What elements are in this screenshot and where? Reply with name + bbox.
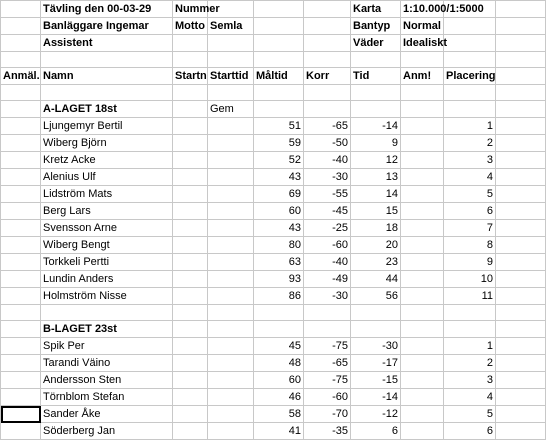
cell-placering[interactable]: 8 [444,237,496,254]
runner-row [1,338,546,355]
cell-tid[interactable] [351,101,401,118]
cell-korr[interactable]: -25 [304,220,351,237]
cell-maltid[interactable] [254,85,304,101]
cell-maltid[interactable] [254,35,304,52]
cell-anmal[interactable]: Anmäl. [1,68,41,85]
cell-extra[interactable] [496,52,546,68]
cell-namn[interactable]: Namn [41,68,173,85]
runner-row [1,355,546,372]
cell-namn[interactable]: Lundin Anders [41,271,173,288]
cell-anm[interactable] [401,271,444,288]
cell-startnr[interactable] [173,372,208,389]
cell-startnr[interactable] [173,254,208,271]
cell-extra[interactable] [496,237,546,254]
runner-row [1,118,546,135]
cell-tid[interactable]: 15 [351,203,401,220]
cell-anm[interactable]: Anm! [401,68,444,85]
cell-namn[interactable]: Torkkeli Pertti [41,254,173,271]
cell-starttid[interactable]: Starttid [208,68,254,85]
cell-startnr[interactable]: Motto [173,18,208,35]
cell-maltid[interactable] [254,305,304,321]
cell-namn[interactable]: Wiberg Björn [41,135,173,152]
cell-extra[interactable] [496,135,546,152]
cell-namn[interactable]: Törnblom Stefan [41,389,173,406]
cell-maltid[interactable] [254,321,304,338]
cell-tid[interactable]: 18 [351,220,401,237]
meta-row [1,52,546,68]
group-title-row [1,101,546,118]
cell-korr[interactable] [304,1,351,18]
cell-anm[interactable] [401,85,444,101]
cell-extra[interactable] [496,169,546,186]
cell-korr[interactable]: -65 [304,355,351,372]
cell-maltid[interactable]: 51 [254,118,304,135]
cell-anmal[interactable] [1,152,41,169]
cell-placering[interactable]: 3 [444,372,496,389]
cell-extra[interactable] [496,18,546,35]
runner-row [1,186,546,203]
cell-anm[interactable] [401,372,444,389]
cell-namn[interactable]: Assistent [41,35,173,52]
cell-startnr[interactable]: Nummer [173,1,208,18]
cell-korr[interactable]: -60 [304,389,351,406]
runner-row [1,406,546,423]
cell-startnr[interactable] [173,169,208,186]
cell-anm[interactable] [401,389,444,406]
meta-row [1,18,546,35]
cell-placering[interactable]: 10 [444,271,496,288]
cell-namn[interactable]: Lidström Mats [41,186,173,203]
cell-placering[interactable]: 5 [444,186,496,203]
cell-maltid[interactable] [254,18,304,35]
cell-starttid[interactable] [208,372,254,389]
cell-extra[interactable] [496,68,546,85]
cell-maltid[interactable]: 43 [254,220,304,237]
cell-anmal[interactable] [1,169,41,186]
runner-row [1,254,546,271]
cell-anm[interactable] [401,406,444,423]
cell-korr[interactable]: -35 [304,423,351,440]
cell-anm[interactable] [401,338,444,355]
cell-tid[interactable]: 20 [351,237,401,254]
cell-tid[interactable]: 13 [351,169,401,186]
cell-extra[interactable] [496,152,546,169]
cell-korr[interactable]: -40 [304,152,351,169]
cell-extra[interactable] [496,101,546,118]
cell-namn[interactable]: Tävling den 00-03-29 [41,1,173,18]
cell-placering[interactable]: 1 [444,338,496,355]
cell-starttid[interactable] [208,237,254,254]
runner-row [1,220,546,237]
cell-startnr[interactable] [173,321,208,338]
cell-anm[interactable] [401,118,444,135]
cell-namn[interactable]: Berg Lars [41,203,173,220]
cell-maltid[interactable]: 58 [254,406,304,423]
cell-startnr[interactable] [173,52,208,68]
cell-starttid[interactable] [208,169,254,186]
selected-cell[interactable] [1,406,41,423]
runner-row [1,271,546,288]
cell-starttid[interactable] [208,186,254,203]
cell-extra[interactable] [496,186,546,203]
cell-placering[interactable] [444,52,496,68]
cell-tid[interactable]: Bantyp [351,18,401,35]
cell-korr[interactable] [304,305,351,321]
cell-korr[interactable]: Korr [304,68,351,85]
cell-namn[interactable]: Sander Åke [41,406,173,423]
cell-placering[interactable]: 2 [444,355,496,372]
cell-anm[interactable] [401,423,444,440]
cell-tid[interactable]: Tid [351,68,401,85]
cell-anmal[interactable] [1,186,41,203]
cell-starttid[interactable] [208,288,254,305]
cell-namn[interactable]: Söderberg Jan [41,423,173,440]
cell-anm[interactable] [401,237,444,254]
cell-startnr[interactable] [173,423,208,440]
cell-startnr[interactable] [173,152,208,169]
cell-anmal[interactable] [1,220,41,237]
cell-namn[interactable]: Spik Per [41,338,173,355]
cell-maltid[interactable]: 93 [254,271,304,288]
cell-placering[interactable] [444,18,496,35]
cell-extra[interactable] [496,203,546,220]
blank-row [1,305,546,321]
cell-placering[interactable] [444,305,496,321]
cell-anm[interactable] [401,186,444,203]
cell-startnr[interactable] [173,338,208,355]
cell-anmal[interactable] [1,254,41,271]
runner-row [1,423,546,440]
cell-maltid[interactable] [254,52,304,68]
cell-anmal[interactable] [1,321,41,338]
cell-extra[interactable] [496,372,546,389]
cell-startnr[interactable] [173,271,208,288]
cell-startnr[interactable] [173,186,208,203]
cell-anm[interactable] [401,52,444,68]
cell-starttid[interactable] [208,35,254,52]
cell-korr[interactable]: -65 [304,118,351,135]
cell-anm[interactable] [401,101,444,118]
cell-maltid[interactable]: Måltid [254,68,304,85]
cell-tid[interactable]: -14 [351,118,401,135]
cell-tid[interactable]: -30 [351,338,401,355]
cell-namn[interactable]: Wiberg Bengt [41,237,173,254]
cell-anmal[interactable] [1,338,41,355]
cell-anmal[interactable] [1,271,41,288]
cell-anm[interactable] [401,169,444,186]
cell-extra[interactable] [496,288,546,305]
cell-starttid[interactable] [208,321,254,338]
cell-anmal[interactable] [1,203,41,220]
cell-namn[interactable]: B-LAGET 23st [41,321,173,338]
group-title-row [1,321,546,338]
runner-row [1,135,546,152]
cell-korr[interactable]: -60 [304,237,351,254]
cell-placering[interactable]: 3 [444,152,496,169]
runner-row [1,237,546,254]
cell-korr[interactable]: -30 [304,169,351,186]
cell-anm[interactable]: Normal [401,18,444,35]
cell-starttid[interactable] [208,52,254,68]
cell-namn[interactable] [41,305,173,321]
runner-row [1,288,546,305]
cell-anm[interactable] [401,254,444,271]
cell-maltid[interactable]: 41 [254,423,304,440]
cell-namn[interactable]: Holmström Nisse [41,288,173,305]
cell-namn[interactable]: Ljungemyr Bertil [41,118,173,135]
cell-anmal[interactable] [1,52,41,68]
cell-tid[interactable]: 44 [351,271,401,288]
cell-starttid[interactable] [208,406,254,423]
cell-maltid[interactable]: 60 [254,203,304,220]
cell-starttid[interactable] [208,203,254,220]
cell-tid[interactable]: -14 [351,389,401,406]
cell-anmal[interactable] [1,288,41,305]
cell-namn[interactable]: Andersson Sten [41,372,173,389]
cell-anm[interactable] [401,152,444,169]
cell-startnr[interactable] [173,220,208,237]
cell-placering[interactable] [444,101,496,118]
cell-anmal[interactable] [1,85,41,101]
cell-extra[interactable] [496,118,546,135]
cell-namn[interactable]: Kretz Acke [41,152,173,169]
cell-anm[interactable]: 1:10.000/1:5000 [401,1,444,18]
cell-starttid[interactable] [208,135,254,152]
cell-anm[interactable]: Idealiskt [401,35,444,52]
cell-placering[interactable]: 4 [444,169,496,186]
cell-anmal[interactable] [1,237,41,254]
cell-anmal[interactable] [1,101,41,118]
cell-tid[interactable] [351,52,401,68]
cell-starttid[interactable]: Semla [208,18,254,35]
cell-korr[interactable]: -49 [304,271,351,288]
cell-maltid[interactable] [254,1,304,18]
cell-maltid[interactable]: 69 [254,186,304,203]
cell-maltid[interactable]: 43 [254,169,304,186]
cell-tid[interactable] [351,305,401,321]
cell-maltid[interactable]: 86 [254,288,304,305]
cell-placering[interactable]: 7 [444,220,496,237]
cell-extra[interactable] [496,406,546,423]
cell-anmal[interactable] [1,355,41,372]
runner-row [1,372,546,389]
cell-starttid[interactable] [208,338,254,355]
runner-row [1,203,546,220]
cell-korr[interactable]: -70 [304,406,351,423]
cell-starttid[interactable] [208,271,254,288]
cell-anmal[interactable] [1,389,41,406]
cell-startnr[interactable] [173,305,208,321]
cell-tid[interactable]: Väder [351,35,401,52]
column-header-row [1,68,546,85]
cell-korr[interactable]: -50 [304,135,351,152]
cell-starttid[interactable]: Gem [208,101,254,118]
cell-startnr[interactable] [173,389,208,406]
cell-starttid[interactable] [208,152,254,169]
cell-extra[interactable] [496,423,546,440]
cell-extra[interactable] [496,35,546,52]
cell-extra[interactable] [496,85,546,101]
cell-maltid[interactable]: 63 [254,254,304,271]
cell-anmal[interactable] [1,1,41,18]
cell-tid[interactable]: 14 [351,186,401,203]
cell-extra[interactable] [496,355,546,372]
cell-placering[interactable] [444,85,496,101]
cell-anmal[interactable] [1,18,41,35]
cell-extra[interactable] [496,305,546,321]
cell-anm[interactable] [401,203,444,220]
runner-row [1,152,546,169]
cell-placering[interactable]: 9 [444,254,496,271]
cell-starttid[interactable] [208,355,254,372]
cell-tid[interactable]: 23 [351,254,401,271]
cell-placering[interactable]: 6 [444,203,496,220]
cell-namn[interactable]: Banläggare Ingemar [41,18,173,35]
cell-maltid[interactable]: 60 [254,372,304,389]
cell-startnr[interactable] [173,203,208,220]
cell-korr[interactable]: -75 [304,338,351,355]
cell-placering[interactable]: 1 [444,118,496,135]
runner-row [1,169,546,186]
meta-row [1,35,546,52]
cell-placering[interactable]: 4 [444,389,496,406]
cell-tid[interactable] [351,85,401,101]
cell-starttid[interactable] [208,85,254,101]
cell-korr[interactable] [304,85,351,101]
cell-placering[interactable]: 11 [444,288,496,305]
cell-anm[interactable] [401,220,444,237]
cell-startnr[interactable]: Startn [173,68,208,85]
cell-namn[interactable]: Svensson Arne [41,220,173,237]
cell-maltid[interactable]: 52 [254,152,304,169]
cell-extra[interactable] [496,321,546,338]
cell-extra[interactable] [496,338,546,355]
cell-anmal[interactable] [1,423,41,440]
cell-korr[interactable]: -55 [304,186,351,203]
cell-extra[interactable] [496,254,546,271]
cell-startnr[interactable] [173,35,208,52]
cell-startnr[interactable] [173,288,208,305]
cell-korr[interactable] [304,18,351,35]
cell-starttid[interactable] [208,305,254,321]
cell-anm[interactable] [401,135,444,152]
cell-korr[interactable]: -30 [304,288,351,305]
meta-row [1,1,546,18]
cell-anmal[interactable] [1,372,41,389]
cell-anmal[interactable] [1,35,41,52]
cell-anm[interactable] [401,355,444,372]
cell-tid[interactable]: -17 [351,355,401,372]
cell-placering[interactable] [444,321,496,338]
cell-extra[interactable] [496,389,546,406]
cell-maltid[interactable]: 59 [254,135,304,152]
cell-namn[interactable] [41,52,173,68]
cell-extra[interactable] [496,271,546,288]
cell-placering[interactable]: 5 [444,406,496,423]
cell-maltid[interactable]: 45 [254,338,304,355]
cell-namn[interactable]: Alenius Ulf [41,169,173,186]
cell-maltid[interactable]: 48 [254,355,304,372]
cell-korr[interactable]: -45 [304,203,351,220]
cell-korr[interactable] [304,52,351,68]
runner-row [1,389,546,406]
cell-korr[interactable]: -75 [304,372,351,389]
cell-tid[interactable]: -12 [351,406,401,423]
cell-starttid[interactable] [208,220,254,237]
cell-tid[interactable]: -15 [351,372,401,389]
cell-tid[interactable] [351,321,401,338]
cell-anmal[interactable] [1,118,41,135]
cell-extra[interactable] [496,1,546,18]
cell-placering[interactable]: 6 [444,423,496,440]
cell-maltid[interactable]: 80 [254,237,304,254]
cell-tid[interactable]: 56 [351,288,401,305]
cell-startnr[interactable] [173,355,208,372]
cell-anmal[interactable] [1,135,41,152]
cell-startnr[interactable] [173,237,208,254]
cell-starttid[interactable] [208,423,254,440]
cell-anm[interactable] [401,305,444,321]
cell-korr[interactable] [304,35,351,52]
cell-korr[interactable] [304,321,351,338]
cell-namn[interactable] [41,85,173,101]
cell-namn[interactable]: Tarandi Väino [41,355,173,372]
cell-placering[interactable]: Placering [444,68,496,85]
cell-placering[interactable] [444,35,496,52]
cell-anm[interactable] [401,288,444,305]
cell-startnr[interactable] [173,406,208,423]
cell-starttid[interactable] [208,389,254,406]
blank-row [1,85,546,101]
cell-namn[interactable]: A-LAGET 18st [41,101,173,118]
cell-tid[interactable]: Karta [351,1,401,18]
cell-startnr[interactable] [173,118,208,135]
cell-starttid[interactable] [208,118,254,135]
cell-tid[interactable]: 6 [351,423,401,440]
cell-startnr[interactable] [173,101,208,118]
cell-starttid[interactable] [208,254,254,271]
cell-startnr[interactable] [173,85,208,101]
cell-extra[interactable] [496,220,546,237]
cell-placering[interactable]: 2 [444,135,496,152]
cell-tid[interactable]: 9 [351,135,401,152]
cell-startnr[interactable] [173,135,208,152]
cell-korr[interactable]: -40 [304,254,351,271]
cell-anmal[interactable] [1,305,41,321]
cell-maltid[interactable] [254,101,304,118]
cell-korr[interactable] [304,101,351,118]
cell-maltid[interactable]: 46 [254,389,304,406]
cell-anm[interactable] [401,321,444,338]
cell-tid[interactable]: 12 [351,152,401,169]
